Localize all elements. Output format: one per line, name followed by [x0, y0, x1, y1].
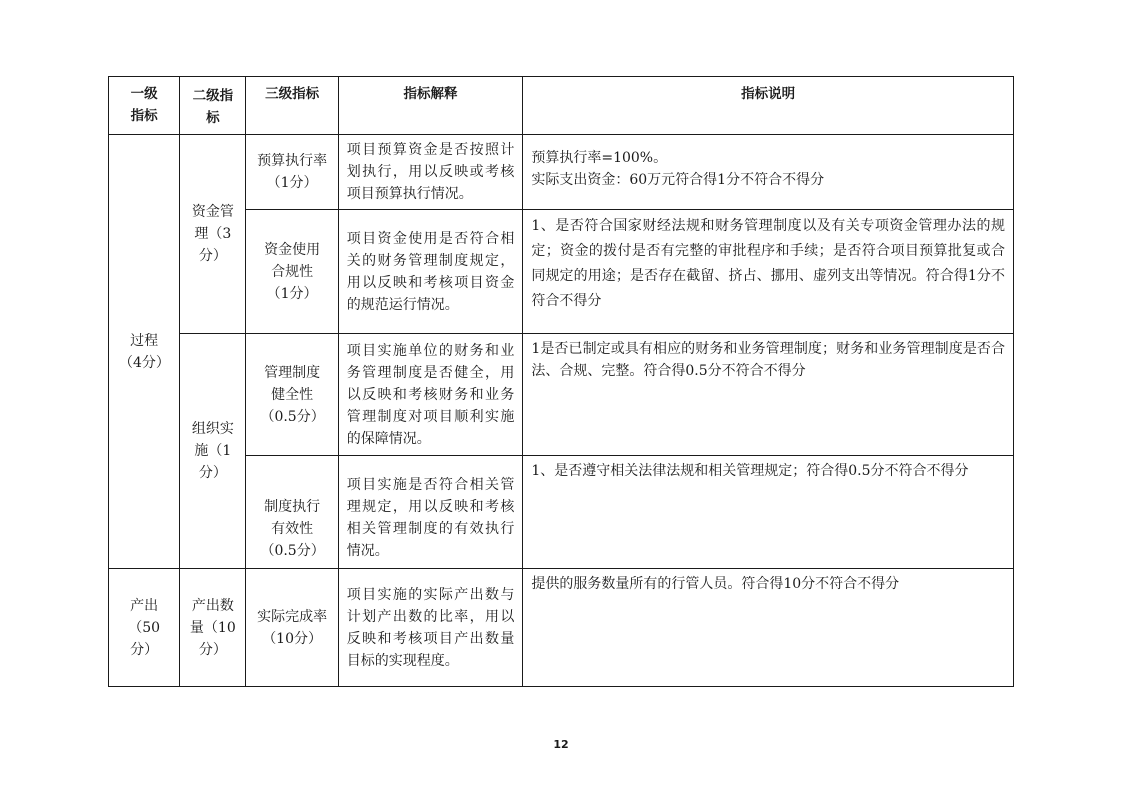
- description-cell: 提供的服务数量所有的行管人员。符合得10分不符合不得分: [523, 569, 1014, 687]
- description-cell: 1、是否符合国家财经法规和财务管理制度以及有关专项资金管理办法的规定；资金的拨付是否有完整的审批程序和手续；是否符合项目预算批复或合同规定的用途；是否存在截留、挤占、挪用、虚列支出等情况。符合得1分不符合不得分: [523, 210, 1014, 334]
- level1-cell-output: 产出（50分）: [109, 569, 180, 687]
- level3-cell: 实际完成率（10分）: [246, 569, 338, 687]
- header-level3: 三级指标: [246, 77, 338, 135]
- table-row: [109, 334, 1014, 456]
- table-header-row: [109, 77, 1014, 135]
- explanation-cell: 项目资金使用是否符合相关的财务管理制度规定，用以反映和考核项目资金的规范运行情况。: [338, 210, 523, 334]
- header-explanation: 指标解释: [338, 77, 523, 135]
- level2-cell-fund-management: 资金管理（3分）: [180, 135, 246, 334]
- page-number: 12: [553, 738, 569, 751]
- explanation-cell: 项目实施单位的财务和业务管理制度是否健全，用以反映和考核财务和业务管理制度对项目顺利实施的保障情况。: [338, 334, 523, 456]
- header-level2: 二级指标: [180, 77, 246, 135]
- level2-cell-output-quantity: 产出数量（10分）: [180, 569, 246, 687]
- explanation-cell: 项目实施的实际产出数与计划产出数的比率，用以反映和考核项目产出数量目标的实现程度。: [338, 569, 523, 687]
- level2-cell-organization: 组织实施（1分）: [180, 334, 246, 569]
- description-cell: 预算执行率=100%。 实际支出资金：60万元符合得1分不符合不得分: [523, 135, 1014, 210]
- level3-cell: 制度执行有效性（0.5分）: [246, 456, 338, 569]
- header-description: 指标说明: [523, 77, 1014, 135]
- description-cell: 1是否已制定或具有相应的财务和业务管理制度；财务和业务管理制度是否合法、合规、完整。符合得0.5分不符合不得分: [523, 334, 1014, 456]
- table-row: [109, 135, 1014, 210]
- level3-cell: 资金使用合规性（1分）: [246, 210, 338, 334]
- header-level1: 一级指标: [109, 77, 180, 135]
- level1-cell-process: 过程（4分）: [109, 135, 180, 569]
- explanation-cell: 项目预算资金是否按照计划执行，用以反映或考核项目预算执行情况。: [338, 135, 523, 210]
- table-row: [109, 569, 1014, 687]
- explanation-cell: 项目实施是否符合相关管理规定，用以反映和考核相关管理制度的有效执行情况。: [338, 456, 523, 569]
- description-cell: 1、是否遵守相关法律法规和相关管理规定；符合得0.5分不符合不得分: [523, 456, 1014, 569]
- indicator-table: [108, 76, 1014, 687]
- level3-cell: 管理制度健全性（0.5分）: [246, 334, 338, 456]
- level3-cell: 预算执行率（1分）: [246, 135, 338, 210]
